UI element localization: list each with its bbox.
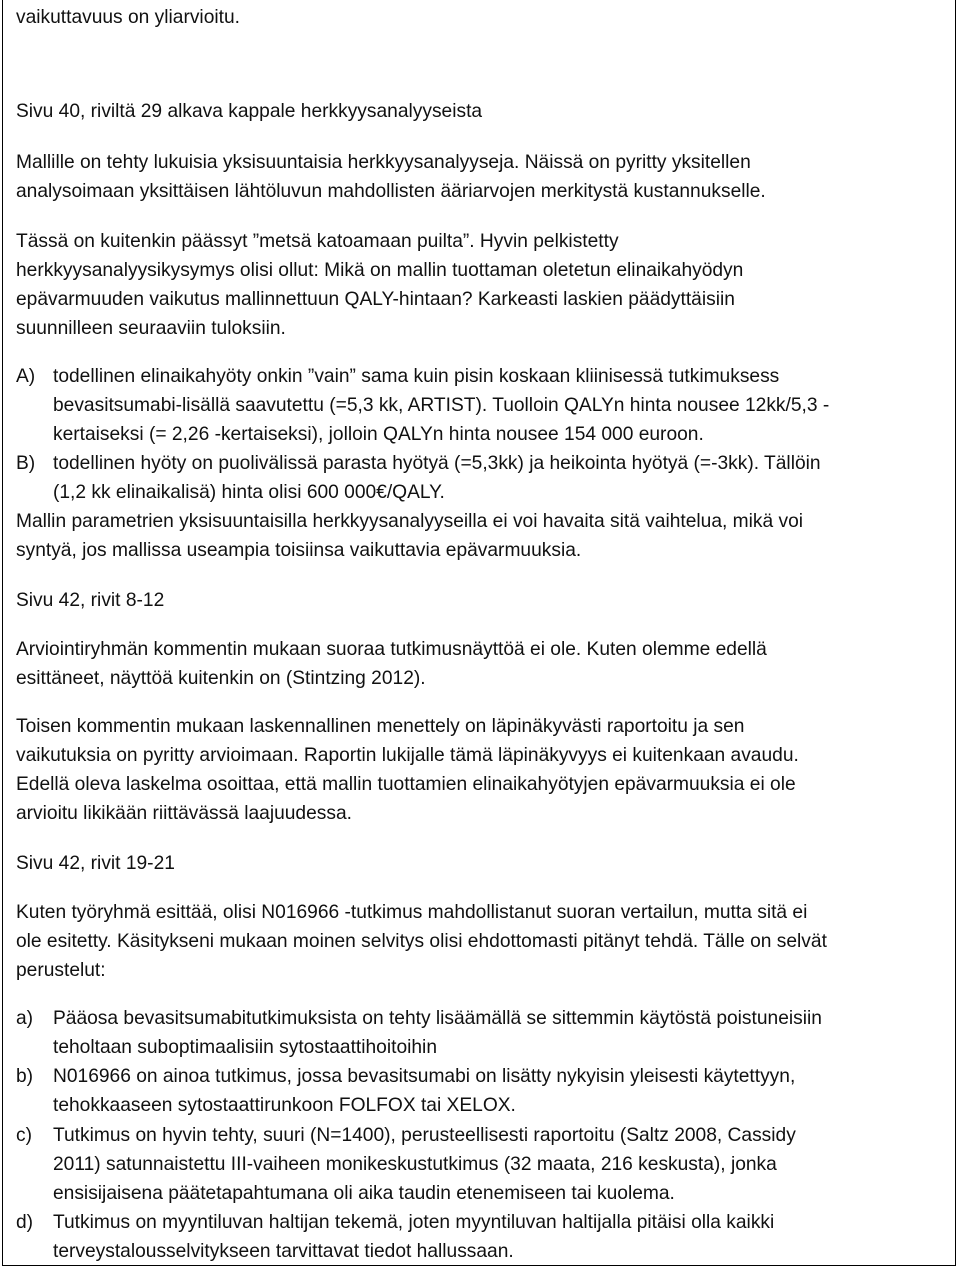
paragraph-line: suunnilleen seuraaviin tuloksiin. xyxy=(16,318,286,339)
list-item-line: todellinen elinaikahyöty onkin ”vain” sama kuin pisin koskaan kliinisessä tutkimuksess xyxy=(53,366,780,387)
paragraph-line: perustelut: xyxy=(16,960,106,981)
paragraph-line: syntyä, jos mallissa useampia toisiinsa vaikuttavia epävarmuuksia. xyxy=(16,540,582,561)
list-item-line: bevasitsumabi-lisällä saavutettu (=5,3 kk, ARTIST). Tuolloin QALYn hinta nousee 12kk/5,3 - xyxy=(53,395,830,416)
paragraph-line: Mallille on tehty lukuisia yksisuuntaisia herkkyysanalyyseja. Näissä on pyritty yksitellen xyxy=(16,152,751,173)
list-item-line: terveystalousselvitykseen tarvittavat tiedot hallussaan. xyxy=(53,1241,514,1262)
paragraph-line: esittäneet, näyttöä kuitenkin on (Stintzing 2012). xyxy=(16,668,426,689)
paragraph-line: Mallin parametrien yksisuuntaisilla herkkyysanalyyseilla ei voi havaita sitä vaihtelua, mikä voi xyxy=(16,511,804,532)
document-page xyxy=(2,0,956,1266)
list-item-line: teholtaan suboptimaalisiin sytostaattihoitoihin xyxy=(53,1037,437,1058)
list-label-B: B) xyxy=(16,453,36,474)
paragraph-line: analysoimaan yksittäisen lähtöluvun mahdollisten ääriarvojen merkitystä kustannukselle. xyxy=(16,181,766,202)
list-item-line: Tutkimus on hyvin tehty, suuri (N=1400), perusteellisesti raportoitu (Saltz 2008, Cassidy xyxy=(53,1125,796,1146)
list-item-line: kertaiseksi (= 2,26 -kertaiseksi), jolloin QALYn hinta nousee 154 000 euroon. xyxy=(53,424,704,445)
list-label-a: a) xyxy=(16,1008,34,1029)
paragraph-line: arvioitu likikään riittävässä laajuudessa. xyxy=(16,803,352,824)
list-item-line: 2011) satunnaistettu III-vaiheen monikeskustutkimus (32 maata, 216 keskusta), jonka xyxy=(53,1154,777,1175)
paragraph-line: ole esitetty. Käsitykseni mukaan moinen selvitys olisi ehdottomasti pitänyt tehdä. Tälle on selvät xyxy=(16,931,827,952)
paragraph-line: Toisen kommentin mukaan laskennallinen menettely on läpinäkyvästi raportoitu ja sen xyxy=(16,716,745,737)
list-item-line: Tutkimus on myyntiluvan haltijan tekemä, joten myyntiluvan haltijalla pitäisi olla kaikki xyxy=(53,1212,775,1233)
list-item-line: (1,2 kk elinaikalisä) hinta olisi 600 000€/QALY. xyxy=(53,482,445,503)
paragraph-line: epävarmuuden vaikutus mallinnettuun QALY-hintaan? Karkeasti laskien päädyttäisiin xyxy=(16,289,735,310)
list-label-d: d) xyxy=(16,1212,34,1233)
intro-line: vaikuttavuus on yliarvioitu. xyxy=(16,7,240,28)
list-item-line: ensisijaisena päätetapahtumana oli aika taudin etenemiseen tai kuolema. xyxy=(53,1183,675,1204)
section-heading-sivu-42-19-21: Sivu 42, rivit 19-21 xyxy=(16,853,175,874)
list-item-line: tehokkaaseen sytostaattirunkoon FOLFOX tai XELOX. xyxy=(53,1095,516,1116)
paragraph-line: Tässä on kuitenkin päässyt ”metsä katoamaan puilta”. Hyvin pelkistetty xyxy=(16,231,619,252)
paragraph-line: Edellä oleva laskelma osoittaa, että mallin tuottamien elinaikahyötyjen epävarmuuksia ei ole xyxy=(16,774,796,795)
list-label-b: b) xyxy=(16,1066,34,1087)
section-heading-sivu-40: Sivu 40, riviltä 29 alkava kappale herkkyysanalyyseista xyxy=(16,101,483,122)
section-heading-sivu-42-8-12: Sivu 42, rivit 8-12 xyxy=(16,590,165,611)
paragraph-line: Kuten työryhmä esittää, olisi N016966 -tutkimus mahdollistanut suoran vertailun, mutta sitä ei xyxy=(16,902,808,923)
paragraph-line: vaikutuksia on pyritty arvioimaan. Raportin lukijalle tämä läpinäkyvyys ei kuitenkaan avaudu. xyxy=(16,745,799,766)
list-item-line: N016966 on ainoa tutkimus, jossa bevasitsumabi on lisätty nykyisin yleisesti käytettyyn, xyxy=(53,1066,796,1087)
paragraph-line: Arviointiryhmän kommentin mukaan suoraa tutkimusnäyttöä ei ole. Kuten olemme edellä xyxy=(16,639,767,660)
paragraph-line: herkkyysanalyysikysymys olisi ollut: Mikä on mallin tuottaman oletetun elinaikahyödyn xyxy=(16,260,744,281)
list-label-A: A) xyxy=(16,366,36,387)
list-item-line: Pääosa bevasitsumabitutkimuksista on tehty lisäämällä se sittemmin käytöstä poistuneisiin xyxy=(53,1008,822,1029)
list-item-line: todellinen hyöty on puolivälissä parasta hyötyä (=5,3kk) ja heikointa hyötyä (=-3kk). Tällöin xyxy=(53,453,821,474)
list-label-c: c) xyxy=(16,1125,32,1146)
